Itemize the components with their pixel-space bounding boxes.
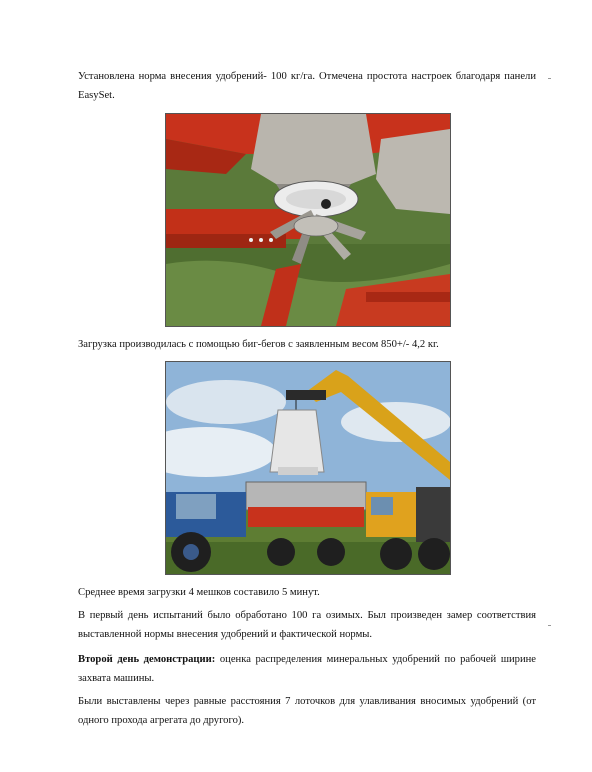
scan-speck <box>548 78 551 79</box>
paragraph-loading-bigbags: Загрузка производилась с помощью биг-бегов с заявленным весом 850+/- 4,2 кг. <box>78 339 439 350</box>
spreader-disc-illustration <box>166 114 450 326</box>
paragraph-application-rate: Установлена норма внесения удобрений- 100 кг/га. Отмечена простота настроек благодаря панели EasySet. <box>78 71 536 101</box>
photo-loading-bigbag <box>165 361 451 575</box>
scan-speck <box>548 625 551 626</box>
paragraph-loading-time: Среднее время загрузки 4 мешков составило 5 минут. <box>78 587 320 598</box>
paragraph-second-day <box>78 650 536 688</box>
second-day-heading: Второй день демонстрации: <box>78 654 216 665</box>
paragraph-first-day: В первый день испытаний было обработано 100 га озимых. Был произведен замер соответствия выставленной нормы внесения удобрений и фактической нормы. <box>78 610 536 640</box>
loading-illustration <box>166 362 450 574</box>
paragraph-trays: Были выставлены через равные расстояния 7 лоточков для улавливания вносимых удобрений (от одного прохода агрегата до другого). <box>78 696 536 726</box>
second-day-text: оценка распределения минеральных удобрений по рабочей ширине захвата машины. <box>78 654 536 684</box>
photo-spreader-disc <box>165 113 451 327</box>
